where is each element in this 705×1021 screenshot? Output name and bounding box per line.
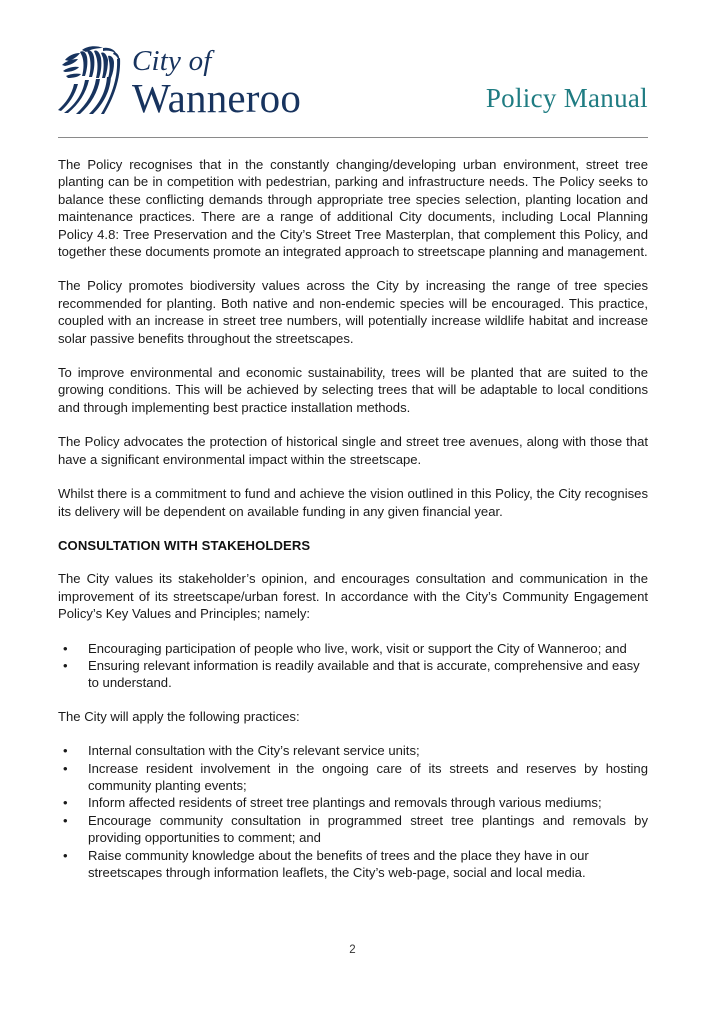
logo-wordmark [132, 44, 301, 120]
practices-bullet-list [58, 742, 648, 881]
list-item: • Internal consultation with the City’s relevant service units; [58, 742, 648, 759]
document-title: Policy Manual [485, 83, 648, 113]
list-item: • Encouraging participation of people who live, work, visit or support the City of Wanneroo; and [58, 640, 648, 657]
grass-tree-plant-icon [58, 44, 126, 122]
list-item: • Encourage community consultation in programmed street tree plantings and removals by providing opportunities to comment; and [58, 812, 648, 847]
page-number: 2 [349, 944, 356, 956]
paragraph-consultation-intro: The City values its stakeholder’s opinion, and encourages consultation and communication in the improvement of its streetscape/urban forest. In accordance with the City’s Community Engagement Policy’s Key Values and Principles; namely: [58, 571, 648, 622]
list-item: • Raise community knowledge about the benefits of trees and the place they have in our streetscapes through information leaflets, the City’s web-page, social and local media. [58, 847, 648, 882]
paragraph: To improve environmental and economic sustainability, trees will be planted that are suited to the growing conditions. This will be achieved by selecting trees that will be adaptable to local conditions and through implementing best practice installation methods. [58, 365, 648, 415]
principles-bullet-list [58, 640, 648, 692]
page-header [58, 44, 648, 132]
logo-text-city-of: City of [132, 45, 212, 77]
paragraph: Whilst there is a commitment to fund and achieve the vision outlined in this Policy, the City recognises its delivery will be dependent on available funding in any given financial year. [58, 486, 648, 519]
logo-text-wanneroo: Wanneroo [132, 75, 302, 121]
paragraph: The Policy advocates the protection of historical single and street tree avenues, along with those that have a significant environmental impact within the streetscape. [58, 434, 648, 467]
paragraph: The Policy promotes biodiversity values across the City by increasing the range of tree species recommended for planting. Both native and non-endemic species will be encouraged. This practice, coupled with an increase in street tree numbers, will potentially increase wildlife habitat and increase solar passive benefits throughout the streetscapes. [58, 278, 648, 346]
paragraph: The Policy recognises that in the constantly changing/developing urban environment, street tree planting can be in competition with pedestrian, parking and infrastructure needs. The Policy seeks to balance these conflicting demands through appropriate tree species selection, planting location and maintenance practices. There are a range of additional City documents, including Local Planning Policy 4.8: Tree Preservation and the City’s Street Tree Masterplan, that complement this Policy, and together these documents promote an integrated approach to streetscape planning and management. [58, 157, 648, 260]
list-item: • Increase resident involvement in the ongoing care of its streets and reserves by hosting community planting events; [58, 760, 648, 795]
paragraph-practices-lead-in: The City will apply the following practices: [58, 708, 300, 724]
list-item: • Inform affected residents of street tree plantings and removals through various mediums; [58, 794, 648, 811]
document-body [58, 156, 648, 897]
section-heading-consultation: CONSULTATION WITH STAKEHOLDERS [58, 537, 311, 553]
header-divider [58, 137, 648, 138]
list-item: • Ensuring relevant information is readily available and that is accurate, comprehensive and easy to understand. [58, 657, 648, 692]
city-of-wanneroo-logo [58, 44, 301, 122]
